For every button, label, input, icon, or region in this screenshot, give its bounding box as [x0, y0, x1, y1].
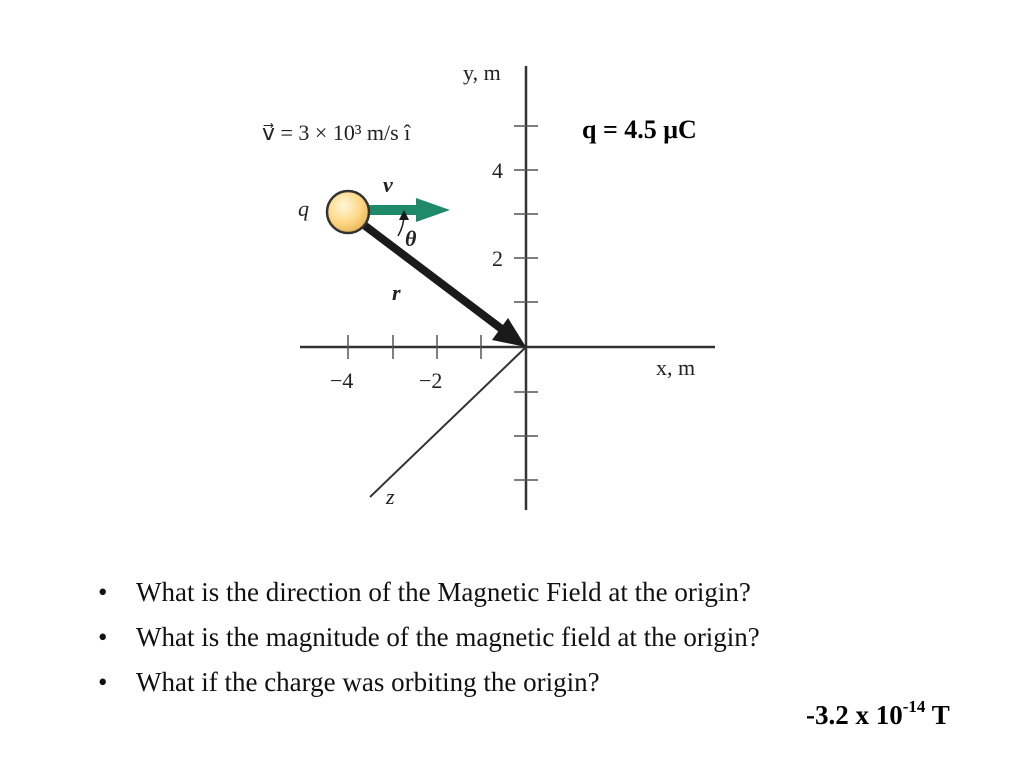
velocity-equation: v⃗ = 3 × 10³ m/s î — [262, 120, 411, 145]
bullet-icon: • — [98, 577, 108, 607]
question-list — [96, 570, 760, 705]
answer-unit: T — [931, 700, 950, 730]
position-vector-arrow — [360, 222, 526, 347]
charge-value-label: q = 4.5 μC — [582, 115, 697, 144]
question-item — [96, 660, 760, 705]
bullet-icon: • — [98, 622, 108, 652]
question-text: What if the charge was orbiting the origin? — [136, 667, 600, 697]
question-text: What is the magnitude of the magnetic field at the origin? — [136, 622, 760, 652]
x-tick-label-neg2: −2 — [419, 368, 443, 393]
velocity-vector-label: v⃗ — [383, 172, 410, 197]
question-text: What is the direction of the Magnetic Field at the origin? — [136, 577, 751, 607]
question-item — [96, 615, 760, 660]
answer-value — [806, 697, 950, 731]
position-vector-label: r⃗ — [392, 280, 418, 305]
y-axis-label: y, m — [463, 60, 501, 85]
x-tick-label-neg4: −4 — [330, 368, 354, 393]
question-item — [96, 570, 760, 615]
z-axis — [370, 347, 526, 497]
answer-mantissa: -3.2 x 10 — [806, 700, 903, 730]
bullet-icon: • — [98, 667, 108, 697]
z-axis-label: z — [386, 484, 395, 509]
angle-label: θ — [405, 226, 417, 251]
y-tick-label-4: 4 — [492, 158, 503, 183]
charge-symbol: q — [298, 196, 309, 221]
y-tick-label-2: 2 — [492, 246, 503, 271]
x-axis-label: x, m — [656, 355, 696, 380]
answer-exponent: -14 — [902, 697, 926, 716]
charge-particle — [327, 191, 369, 233]
